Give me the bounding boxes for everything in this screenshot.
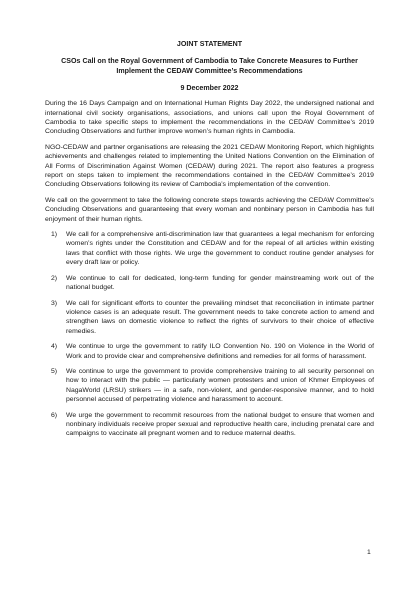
document-title: [45, 57, 374, 76]
document-body: [45, 40, 374, 445]
call-paragraph: We call on the government to take the following concrete steps towards achieving the CEDAW Committee’s Concluding Observations and guaranteeing that every woman and nonbinary person in Cambodia has full enjoyment of their human rights.: [45, 196, 374, 223]
title-line-1: CSOs Call on the Royal Government of Cambodia to Take Concrete Measures to Further: [61, 57, 358, 65]
recommendations-list: [45, 230, 374, 439]
document-label: JOINT STATEMENT: [176, 40, 243, 48]
recommendation-item: [45, 367, 374, 405]
item-text: We continue to urge the government to provide comprehensive training to all security personnel on how to interact with the public — particularly women protesters and union of Khmer Employees of NagaWorld (LRSU) strikers — in a safe, non-violent, and gender-responsive manner, and to hold personnel accused of perpetrating violence and harassment to account.: [66, 367, 374, 404]
item-text: We call for significant efforts to counter the prevailing mindset that reconciliation in intimate partner violence cases is an adequate result. The government needs to take concrete action to amend and strengthen laws on domestic violence to reflect the rights of survivors to their choice of effective remedies.: [66, 299, 374, 335]
item-number: 6): [51, 411, 58, 419]
document-date: 9 December 2022: [180, 84, 239, 93]
title-line-2: Implement the CEDAW Committee’s Recommendations: [116, 66, 303, 75]
recommendation-item: [45, 411, 374, 439]
item-number: 5): [51, 367, 58, 375]
recommendation-item: [45, 342, 374, 361]
recommendation-item: [45, 274, 374, 293]
item-text: We continue to urge the government to ratify ILO Convention No. 190 on Violence in the World of Work and to provide clear and comprehensive definitions and remedies for all forms of harassment.: [66, 343, 374, 360]
item-number: 4): [51, 343, 58, 351]
item-text: We urge the government to recommit resources from the national budget to ensure that women and nonbinary individuals receive proper sexual and reproductive health care, including prenatal care and campaigns to vaccinate all pregnant women and to reduce maternal deaths.: [66, 411, 374, 438]
document-heading: [45, 40, 374, 93]
intro-paragraph: During the 16 Days Campaign and on International Human Rights Day 2022, the undersigned national and international civil society organisations, associations, and unions call upon the Royal Government of Cambodia to take specific steps to implement the recommendations in the CEDAW Committee’s 2019 Concluding Observations and further improve women’s human rights in Cambodia.: [45, 100, 374, 136]
recommendation-item: [45, 230, 374, 268]
report-paragraph: NGO-CEDAW and partner organisations are releasing the 2021 CEDAW Monitoring Report, which highlights achievements and challenges related to implementing the United Nations Convention on the Elimination of All Forms of Discrimination Against Women (CEDAW) during 2021. The report also features a progress report on steps taken to implement the recommendations contained in the CEDAW Committee’s 2019 Concluding Observations following its review of Cambodia’s implementation of the convention.: [45, 143, 374, 189]
item-number: 1): [51, 231, 58, 239]
recommendation-item: [45, 299, 374, 337]
item-number: 2): [51, 274, 58, 282]
item-number: 3): [51, 299, 58, 307]
item-text: We continue to call for dedicated, long-term funding for gender mainstreaming work out of the national budget.: [66, 274, 374, 292]
page-number: 1: [367, 549, 371, 556]
item-text: We call for a comprehensive anti-discrimination law that guarantees a legal mechanism for enforcing women’s rights under the Constitution and CEDAW and for the repeal of all articles within existing laws that conflict with those rights. We urge the government to conduct routine gender analyses for every draft law or policy.: [66, 231, 374, 267]
